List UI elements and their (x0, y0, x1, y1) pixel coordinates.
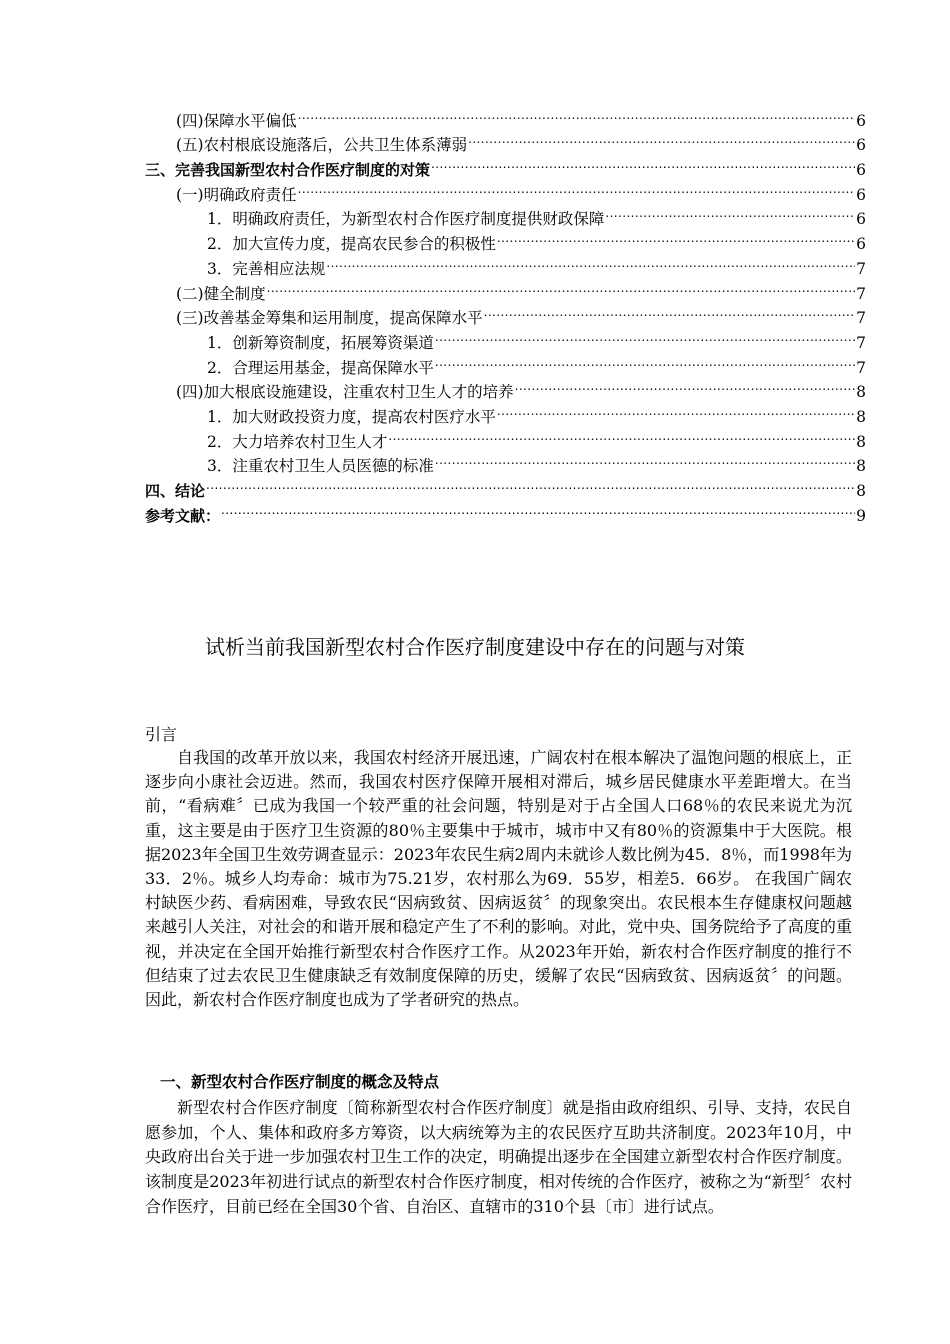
section-heading: 一、新型农村合作医疗制度的概念及特点 (160, 1073, 440, 1091)
toc-page-number: 8 (856, 432, 866, 451)
toc-entry[interactable] (145, 496, 866, 525)
toc-page-number: 6 (856, 136, 866, 155)
toc-dot-leader (484, 299, 856, 324)
toc-page-number: 6 (856, 185, 866, 204)
toc-dot-leader (435, 447, 855, 472)
toc-entry-text: 2．大力培养农村卫生人才 (207, 432, 388, 451)
toc-entry-text: 3．完善相应法规 (207, 259, 326, 278)
toc-entry-text: 1．创新筹资制度，拓展筹资渠道 (207, 333, 434, 352)
toc-entry-text: 2．加大宣传力度，提高农民参合的积极性 (207, 235, 496, 254)
toc-page-number: 8 (856, 457, 866, 476)
toc-entry-text: 2．合理运用基金，提高保障水平 (207, 358, 434, 377)
toc-page-number: 8 (856, 482, 866, 500)
toc-dot-leader (221, 496, 855, 521)
toc-entry-text: (一)明确政府责任 (176, 185, 297, 204)
toc-entry-text: 3．注重农村卫生人员医德的标准 (207, 457, 434, 476)
toc-page-number: 7 (856, 284, 866, 303)
toc-page-number: 9 (856, 506, 866, 525)
toc-entry-text: (二)健全制度 (176, 284, 266, 303)
intro-label: 引言 (145, 725, 178, 744)
toc-dot-leader (468, 126, 855, 151)
toc-entry-text: 三、完善我国新型农村合作医疗制度的对策 (145, 161, 431, 180)
toc-page-number: 7 (856, 259, 866, 278)
toc-entry-text: (四)保障水平偏低 (176, 111, 297, 130)
toc-entry-text: (四)加大根底设施建设，注重农村卫生人才的培养 (176, 383, 514, 402)
toc-page-number: 8 (856, 407, 866, 426)
toc-entry-text: 参考文献： (145, 506, 221, 525)
table-of-contents (145, 101, 866, 525)
toc-dot-leader (298, 101, 856, 126)
toc-page-number: 6 (856, 161, 866, 180)
toc-page-number: 6 (856, 111, 866, 130)
toc-page-number: 8 (856, 383, 866, 402)
toc-page-number: 7 (856, 333, 866, 352)
toc-dot-leader (206, 471, 855, 496)
toc-dot-leader (497, 224, 855, 249)
toc-dot-leader (435, 323, 855, 348)
toc-entry-text: 1．加大财政投资力度，提高农村医疗水平 (207, 407, 496, 426)
toc-dot-leader (431, 150, 855, 175)
document-title: 试析当前我国新型农村合作医疗制度建设中存在的问题与对策 (205, 635, 745, 659)
toc-dot-leader (298, 175, 856, 200)
toc-dot-leader (515, 373, 856, 398)
toc-dot-leader (605, 200, 855, 225)
toc-dot-leader (497, 397, 855, 422)
intro-paragraph: 自我国的改革开放以来，我国农村经济开展迅速，广阔农村在根本解决了温饱问题的根底上，正逐步向小康社会迈进。然而，我国农村医疗保障开展相对滞后，城乡居民健康水平差距增大。在当前，“看病难〞已成为我国一个较严重的社会问题，特别是对于占全国人口68％的农民来说尤为沉重，这主要是由于医疗卫生资源的80％主要集中于城市，城市中又有80％的资源集中于大医院。根据2023年全国卫生效劳调查显示：2023年农民生病2周内未就诊人数比例为45．8％，而1998年为33．2％。城乡人均寿命：城市为75.21岁，农村那么为69．55岁，相差5．66岁。 在我国广阔农村缺医少药、看病困难，导致农民“因病致贫、因病返贫〞的现象突出。农民根本生存健康权问题越来越引人关注，对社会的和谐开展和稳定产生了不利的影响。对此，党中央、国务院给予了高度的重视，并决定在全国开始推行新型农村合作医疗工作。从2023年开始，新农村合作医疗制度的推行不但结束了过去农民卫生健康缺乏有效制度保障的历史，缓解了农民“因病致贫、因病返贫〞的问题。因此，新农村合作医疗制度也成为了学者研究的热点。 (145, 748, 852, 1010)
toc-page-number: 6 (856, 210, 866, 229)
toc-page-number: 7 (856, 358, 866, 377)
toc-entry[interactable] (145, 101, 866, 130)
toc-entry[interactable] (145, 471, 866, 500)
toc-page-number: 7 (856, 309, 866, 328)
toc-entry-text: (五)农村根底设施落后，公共卫生体系薄弱 (176, 136, 468, 155)
toc-entry-text: (三)改善基金筹集和运用制度，提高保障水平 (176, 309, 483, 328)
toc-dot-leader (435, 348, 855, 373)
toc-dot-leader (326, 249, 855, 274)
toc-dot-leader (388, 422, 855, 447)
toc-page-number: 6 (856, 235, 866, 254)
toc-entry-text: 1．明确政府责任，为新型农村合作医疗制度提供财政保障 (207, 210, 605, 229)
section-paragraph: 新型农村合作医疗制度〔简称新型农村合作医疗制度〕就是指由政府组织、引导、支持，农民自愿参加，个人、集体和政府多方筹资，以大病统筹为主的农民医疗互助共济制度。2023年10月，中央政府出台关于进一步加强农村卫生工作的决定，明确提出逐步在全国建立新型农村合作医疗制度。该制度是2023年初进行试点的新型农村合作医疗制度，相对传统的合作医疗，被称之为“新型〞农村合作医疗，目前已经在全国30个省、自治区、直辖市的310个县〔市〕进行试点。 (145, 1098, 852, 1216)
toc-entry-text: 四、结论 (145, 482, 206, 500)
toc-dot-leader (267, 274, 856, 299)
